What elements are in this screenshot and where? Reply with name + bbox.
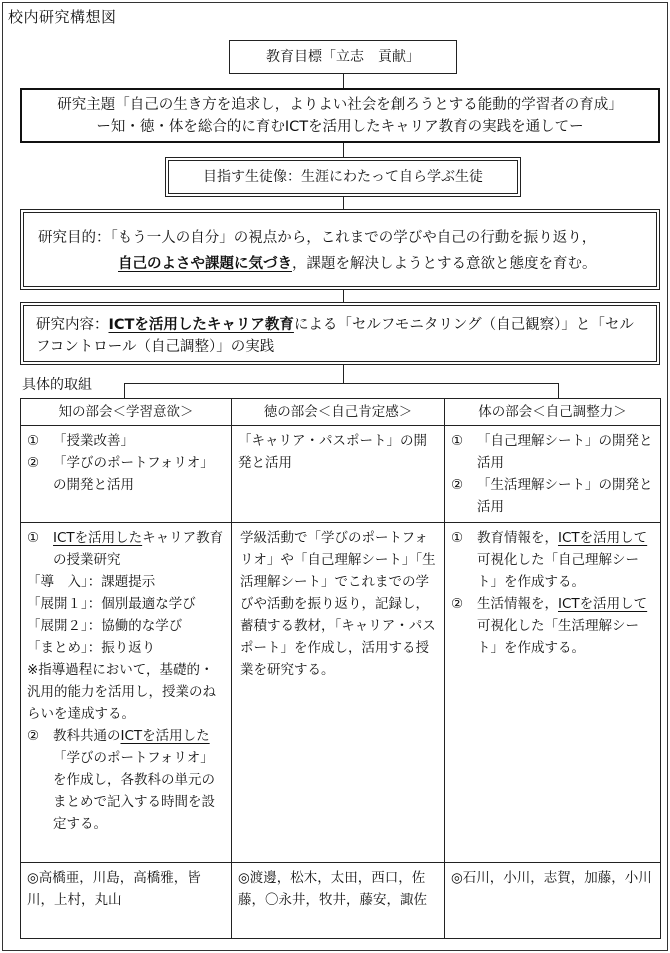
research-theme-box [20, 88, 660, 143]
item-number: ② [27, 455, 40, 471]
branch-line [124, 383, 125, 398]
item-text: 可視化した「自己理解シート」を作成する。 [477, 552, 639, 590]
cell-chi-practice [21, 523, 232, 863]
item-text: 教育情報を， [477, 530, 558, 546]
step-develop-1: 「展開１」：個別最適な学び [27, 596, 196, 612]
research-theme: 研究主題「自己の生き方を追求し，よりよい社会を創ろうとする能動的学習者の育成」 [57, 96, 623, 113]
column-header-tai: 体の部会＜自己調整力＞ [445, 399, 661, 426]
item-number: ① [27, 530, 40, 546]
research-purpose-line2 [38, 251, 642, 277]
branch-line [124, 383, 558, 384]
cell-toku-development [232, 426, 445, 523]
ideal-student-box [165, 157, 521, 197]
research-purpose-line1: 研究目的：「もう一人の自分」の視点から，これまでの学びや自己の行動を振り返り， [38, 230, 597, 246]
connector-line [343, 290, 344, 302]
ict-emphasis: ICTを活用して [558, 530, 648, 546]
connector-line [343, 74, 344, 88]
connector-line [343, 365, 344, 383]
list-item [451, 593, 654, 659]
table-row-development [21, 426, 661, 523]
branch-line [558, 383, 559, 398]
education-goal: 教育目標「立志 貢献」 [266, 49, 420, 65]
connector-line [343, 143, 344, 157]
content-rest: による「セルフモニタリング（自己観察）」と「セルフコントロール（自己調整）」の実践 [36, 317, 634, 355]
item-text: キャリア教育の授業研究 [53, 530, 224, 568]
item-number: ① [451, 433, 464, 449]
step-summary: 「まとめ」：振り返り [27, 640, 156, 656]
cell-chi-development [21, 426, 232, 523]
cell-tai-practice [445, 523, 661, 863]
ict-emphasis: ICTを活用した [120, 728, 210, 744]
content-emphasis: ICTを活用したキャリア教育 [108, 317, 294, 333]
education-goal-box [229, 40, 457, 74]
list-item [451, 527, 654, 593]
item-text: 「自己理解シート」の開発と活用 [477, 433, 653, 471]
initiatives-table [20, 398, 661, 939]
table-header-row [21, 399, 661, 426]
note-text: ※指導過程において，基礎的・汎用的能力を活用し，授業のねらいを達成する。 [27, 662, 216, 722]
item-text: 生活情報を， [477, 596, 558, 612]
ideal-student: 目指す生徒像：生涯にわたって自ら学ぶ生徒 [203, 169, 483, 185]
research-subtheme: ー知・徳・体を総合的に育むICTを活用したキャリア教育の実践を通してー [96, 118, 584, 135]
connector-line [343, 197, 344, 209]
step-develop-2: 「展開２」：協働的な学び [27, 618, 183, 634]
cell-toku-practice [232, 523, 445, 863]
list-item [451, 430, 654, 474]
cell-text: 学級活動で「学びのポートフォリオ」や「自己理解シート」「生活理解シート」でこれまでの学びや活動を振り返り，記録し，蓄積する教材，「キャリア・パスポート」を作成し，活用する授業を研究する。 [240, 530, 436, 678]
item-text: 「生活理解シート」の開発と活用 [477, 477, 653, 515]
item-number: ① [451, 530, 464, 546]
column-header-toku: 徳の部会＜自己肯定感＞ [232, 399, 445, 426]
ict-emphasis: ICTを活用して [558, 596, 648, 612]
item-text: 教科共通の [53, 728, 121, 744]
purpose-rest: ，課題を解決しようとする意欲と態度を育む。 [292, 256, 597, 272]
list-item [27, 725, 225, 835]
column-header-chi: 知の部会＜学習意欲＞ [21, 399, 232, 426]
list-item [451, 474, 654, 518]
table-row-practice [21, 523, 661, 863]
list-item [27, 452, 225, 496]
content-prefix: 研究内容： [36, 317, 109, 333]
item-text: 「学びのポートフォリオ」を作成し，各教科の単元のまとめで記入する時間を設定する。 [53, 750, 215, 832]
item-text: 可視化した「生活理解シート」を作成する。 [477, 618, 639, 656]
item-text: 「学びのポートフォリオ」の開発と活用 [53, 455, 214, 493]
research-purpose-box [20, 209, 660, 290]
research-content [36, 314, 644, 358]
purpose-emphasis: 自己のよさや課題に気づき [118, 256, 292, 272]
section-label: 具体的取組 [22, 377, 92, 393]
list-item [27, 527, 225, 571]
research-content-box [20, 302, 660, 365]
item-text: 「授業改善」 [53, 433, 134, 449]
item-number: ② [27, 728, 40, 744]
page-title: 校内研究構想図 [8, 8, 117, 26]
list-item [27, 430, 225, 452]
members-tai: ◎石川，小川，志賀，加藤，小川 [445, 863, 661, 939]
cell-tai-development [445, 426, 661, 523]
step-intro: 「導 入」：課題提示 [27, 574, 156, 590]
table-row-members [21, 863, 661, 939]
ict-emphasis: ICTを活用した [53, 530, 143, 546]
item-number: ② [451, 596, 464, 612]
members-chi: ◎高橋亜，川島，高橋雅，皆川，上村，丸山 [21, 863, 232, 939]
item-number: ② [451, 477, 464, 493]
cell-text: 「キャリア・パスポート」の開発と活用 [238, 433, 427, 471]
members-toku: ◎渡邊，松木，太田，西口，佐藤，〇永井，牧井，藤安，諏佐 [232, 863, 445, 939]
item-number: ① [27, 433, 40, 449]
